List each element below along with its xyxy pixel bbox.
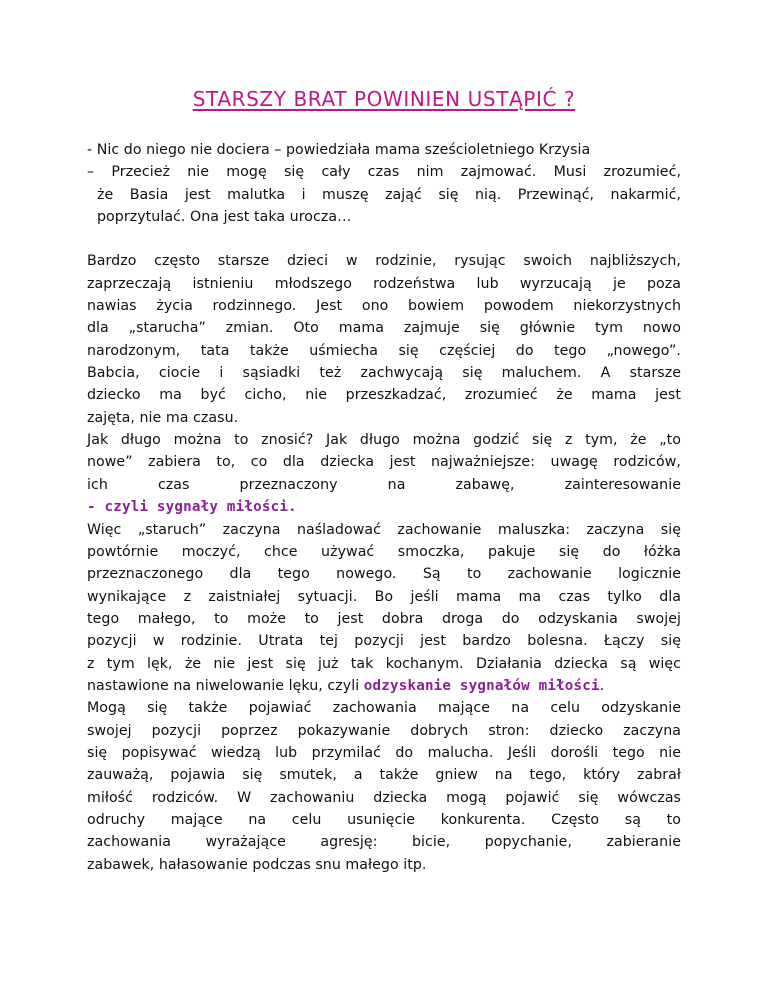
text-line: zabawek, hałasowanie podczas snu małego itp. — [87, 856, 427, 873]
intro-line: że Basia jest malutka i muszę zająć się nią. Przewinąć, nakarmić, — [97, 186, 681, 203]
text-line: zajęta, nie ma czasu. — [87, 409, 239, 426]
text-line: pozycji w rodzinie. Utrata tej pozycji jest bardzo bolesna. Łączy się — [87, 633, 681, 650]
text-line-spread — [87, 474, 681, 496]
text-line: zaprzeczają istnieniu młodszego rodzeństwa lub wyrzucają je poza — [87, 275, 681, 292]
text-line: zachowania wyrażające agresję: bicie, popychanie, zabieranie — [87, 834, 681, 851]
word: zainteresowanie — [564, 476, 681, 493]
paragraph-1 — [87, 250, 681, 429]
text-line: zauważą, pojawia się smutek, a także gniew na tego, który zabrał — [87, 767, 681, 784]
text-line: przeznaczonego dla tego nowego. Są to zachowanie logicznie — [87, 566, 681, 583]
intro-line: poprzytulać. Ona jest taka urocza… — [97, 209, 352, 226]
text-line: miłość rodziców. W zachowaniu dziecka mogą pojawić się wówczas — [87, 789, 681, 806]
text-fragment: nastawione na niwelowanie lęku, czyli — [87, 677, 364, 694]
text-line: Więc „staruch” zaczyna naśladować zachowanie maluszka: zaczyna się — [87, 521, 681, 538]
word: na — [387, 476, 406, 493]
document-title: STARSZY BRAT POWINIEN USTĄPIĆ ? — [192, 87, 576, 111]
text-line: odruchy mające na celu usunięcie konkurenta. Często są to — [87, 811, 681, 828]
text-line: tego małego, to może to jest dobra droga do odzyskania swojej — [87, 610, 681, 627]
paragraph-gap — [87, 228, 681, 250]
text-line: Mogą się także pojawiać zachowania mające na celu odzyskanie — [87, 700, 681, 717]
document-page — [87, 86, 681, 876]
intro-line: - Nic do niego nie dociera – powiedziała mama sześcioletniego Krzysia — [87, 142, 591, 158]
intro-dialogue — [87, 139, 681, 228]
text-line: nowe” zabiera to, co dla dziecka jest najważniejsze: uwagę rodziców, — [87, 454, 681, 471]
text-line: wynikające z zaistniałej sytuacji. Bo jeśli mama ma czas tylko dla — [87, 588, 681, 605]
highlight-love-signals: - czyli sygnały miłości. — [87, 499, 297, 516]
intro-line: – Przecież nie mogę się cały czas nim zajmować. Musi zrozumieć, — [87, 164, 681, 181]
word: przeznaczony — [239, 476, 338, 493]
text-line-with-highlight — [87, 675, 681, 697]
text-line: z tym lęk, że nie jest się już tak kochanym. Działania dziecka są więc — [87, 655, 681, 672]
word: zabawę, — [455, 476, 515, 493]
text-line: narodzonym, tata także uśmiecha się częściej do tego „nowego”. — [87, 342, 681, 359]
text-line: dla „starucha” zmian. Oto mama zajmuje się głównie tym nowo — [87, 320, 681, 337]
text-line: Jak długo można to znosić? Jak długo można godzić się z tym, że „to — [87, 432, 681, 449]
paragraph-3 — [87, 519, 681, 698]
word: czas — [157, 476, 190, 493]
text-line: się popisywać wiedzą lub przymilać do malucha. Jeśli dorośli tego nie — [87, 744, 681, 761]
highlight-regain-love-signals: odzyskanie sygnałów miłości — [363, 677, 600, 694]
text-line: swojej pozycji poprzez pokazywanie dobrych stron: dziecko zaczyna — [87, 722, 681, 739]
text-line: dziecko ma być cicho, nie przeszkadzać, zrozumieć że mama jest — [87, 387, 681, 404]
text-fragment: . — [599, 677, 605, 694]
text-line: powtórnie moczyć, chce używać smoczka, pakuje się do łóżka — [87, 543, 681, 560]
text-line: Babcia, ciocie i sąsiadki też zachwycają się maluchem. A starsze — [87, 365, 681, 382]
paragraph-2 — [87, 429, 681, 518]
paragraph-4 — [87, 697, 681, 876]
text-line: nawias życia rodzinnego. Jest ono bowiem powodem niekorzystnych — [87, 298, 681, 315]
text-line: Bardzo często starsze dzieci w rodzinie, rysując swoich najbliższych, — [87, 253, 681, 270]
word: ich — [87, 476, 108, 493]
